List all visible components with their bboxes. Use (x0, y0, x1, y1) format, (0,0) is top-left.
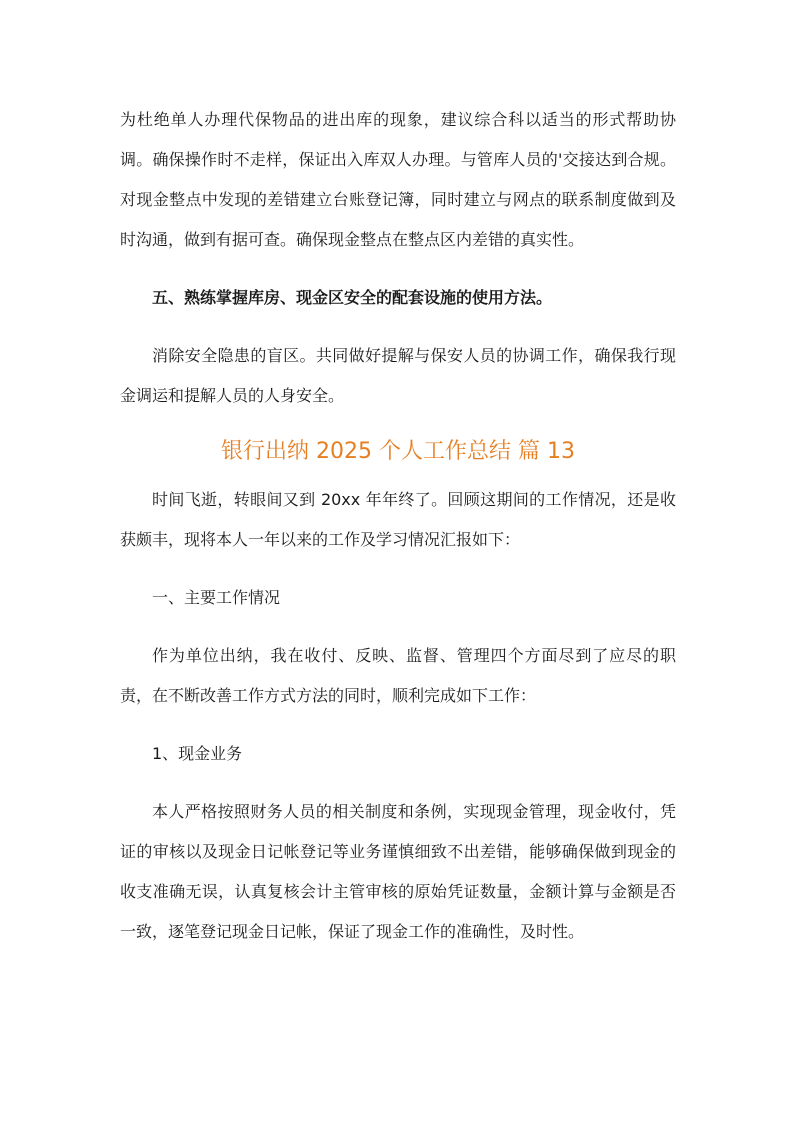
heading-cash-business: 1、现金业务 (152, 744, 243, 763)
document-page (120, 100, 676, 952)
paragraph-duties: 作为单位出纳，我在收付、反映、监督、管理四个方面尽到了应尽的职责，在不断改善工作方式方法的同时，顺利完成如下工作： (120, 646, 676, 705)
heading-security-facilities: 五、熟练掌握库房、现金区安全的配套设施的使用方法。 (152, 288, 553, 307)
paragraph-safety: 消除安全隐患的盲区。共同做好提解与保安人员的协调工作，确保我行现金调运和提解人员的人身安全。 (120, 346, 676, 405)
heading-main-work: 一、主要工作情况 (152, 588, 281, 607)
paragraph-intro: 时间飞逝，转眼间又到 20xx 年年终了。回顾这期间的工作情况，还是收获颇丰，现将本人一年以来的工作及学习情况汇报如下： (120, 490, 676, 549)
paragraph-cash-business: 本人严格按照财务人员的相关制度和条例，实现现金管理，现金收付，凭证的审核以及现金日记帐登记等业务谨慎细致不出差错，能够确保做到现金的收支准确无误，认真复核会计主管审核的原始凭证数量，金额计算与金额是否一致，逐笔登记现金日记帐，保证了现金工作的准确性，及时性。 (120, 802, 676, 941)
paragraph-cash-handling: 为杜绝单人办理代保物品的进出库的现象，建议综合科以适当的形式帮助协调。确保操作时不走样，保证出入库双人办理。与管库人员的'交接达到合规。对现金整点中发现的差错建立台账登记簿，同时建立与网点的联系制度做到及时沟通，做到有据可查。确保现金整点在整点区内差错的真实性。 (120, 110, 676, 249)
section-title: 银行出纳 2025 个人工作总结 篇 13 (221, 439, 575, 464)
